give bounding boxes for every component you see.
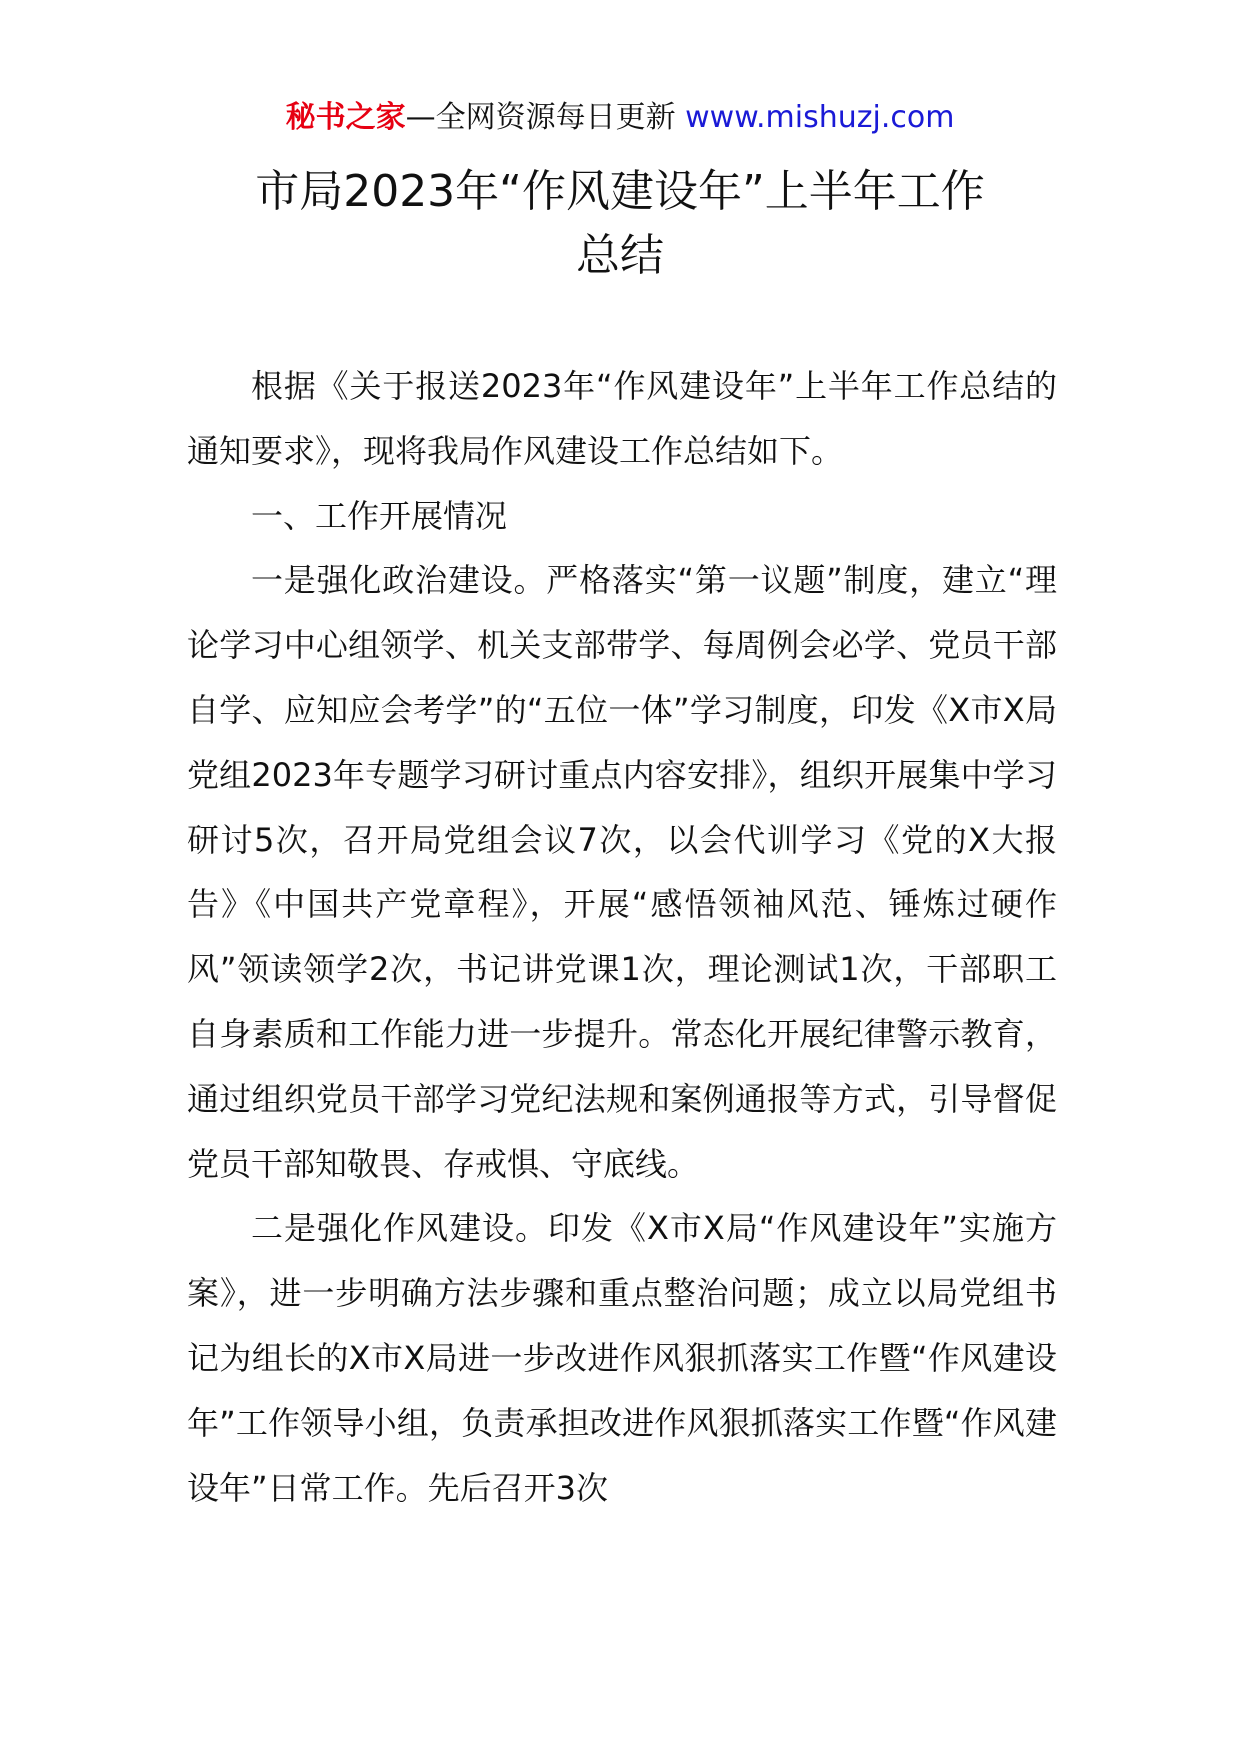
- document-body: [187, 354, 1057, 1520]
- header-tagline: —全网资源每日更新: [405, 100, 676, 135]
- site-url[interactable]: www.mishuzj.com: [685, 100, 955, 135]
- section-heading: 一、工作开展情况: [251, 496, 508, 535]
- intro-paragraph: 根据《关于报送2023年“作风建设年”上半年工作总结的通知要求》，现将我局作风建设工作总结如下。: [187, 367, 1057, 470]
- brand-name: 秘书之家: [285, 100, 406, 135]
- document-title: [190, 160, 1050, 288]
- paragraph-style-building: 二是强化作风建设。印发《X市X局“作风建设年”实施方案》，进一步明确方法步骤和重点整治问题；成立以局党组书记为组长的X市X局进一步改进作风狠抓落实工作暨“作风建设年”工作领导小组，负责承担改进作风狠抓落实工作暨“作风建设年”日常工作。先后召开3次: [187, 1209, 1057, 1507]
- title-line-1: 市局2023年“作风建设年”上半年工作: [255, 166, 985, 217]
- paragraph-political-building: 一是强化政治建设。严格落实“第一议题”制度，建立“理论学习中心组领学、机关支部带学、每周例会必学、党员干部自学、应知应会考学”的“五位一体”学习制度，印发《X市X局党组2023年专题学习研讨重点内容安排》，组织开展集中学习研讨5次，召开局党组会议7次，以会代训学习《党的X大报告》《中国共产党章程》，开展“感悟领袖风范、锤炼过硬作风”领读领学2次，书记讲党课1次，理论测试1次，干部职工自身素质和工作能力进一步提升。常态化开展纪律警示教育，通过组织党员干部学习党纪法规和案例通报等方式，引导督促党员干部知敬畏、存戒惧、守底线。: [187, 561, 1057, 1183]
- title-line-2: 总结: [576, 230, 664, 281]
- site-header: [0, 96, 1240, 140]
